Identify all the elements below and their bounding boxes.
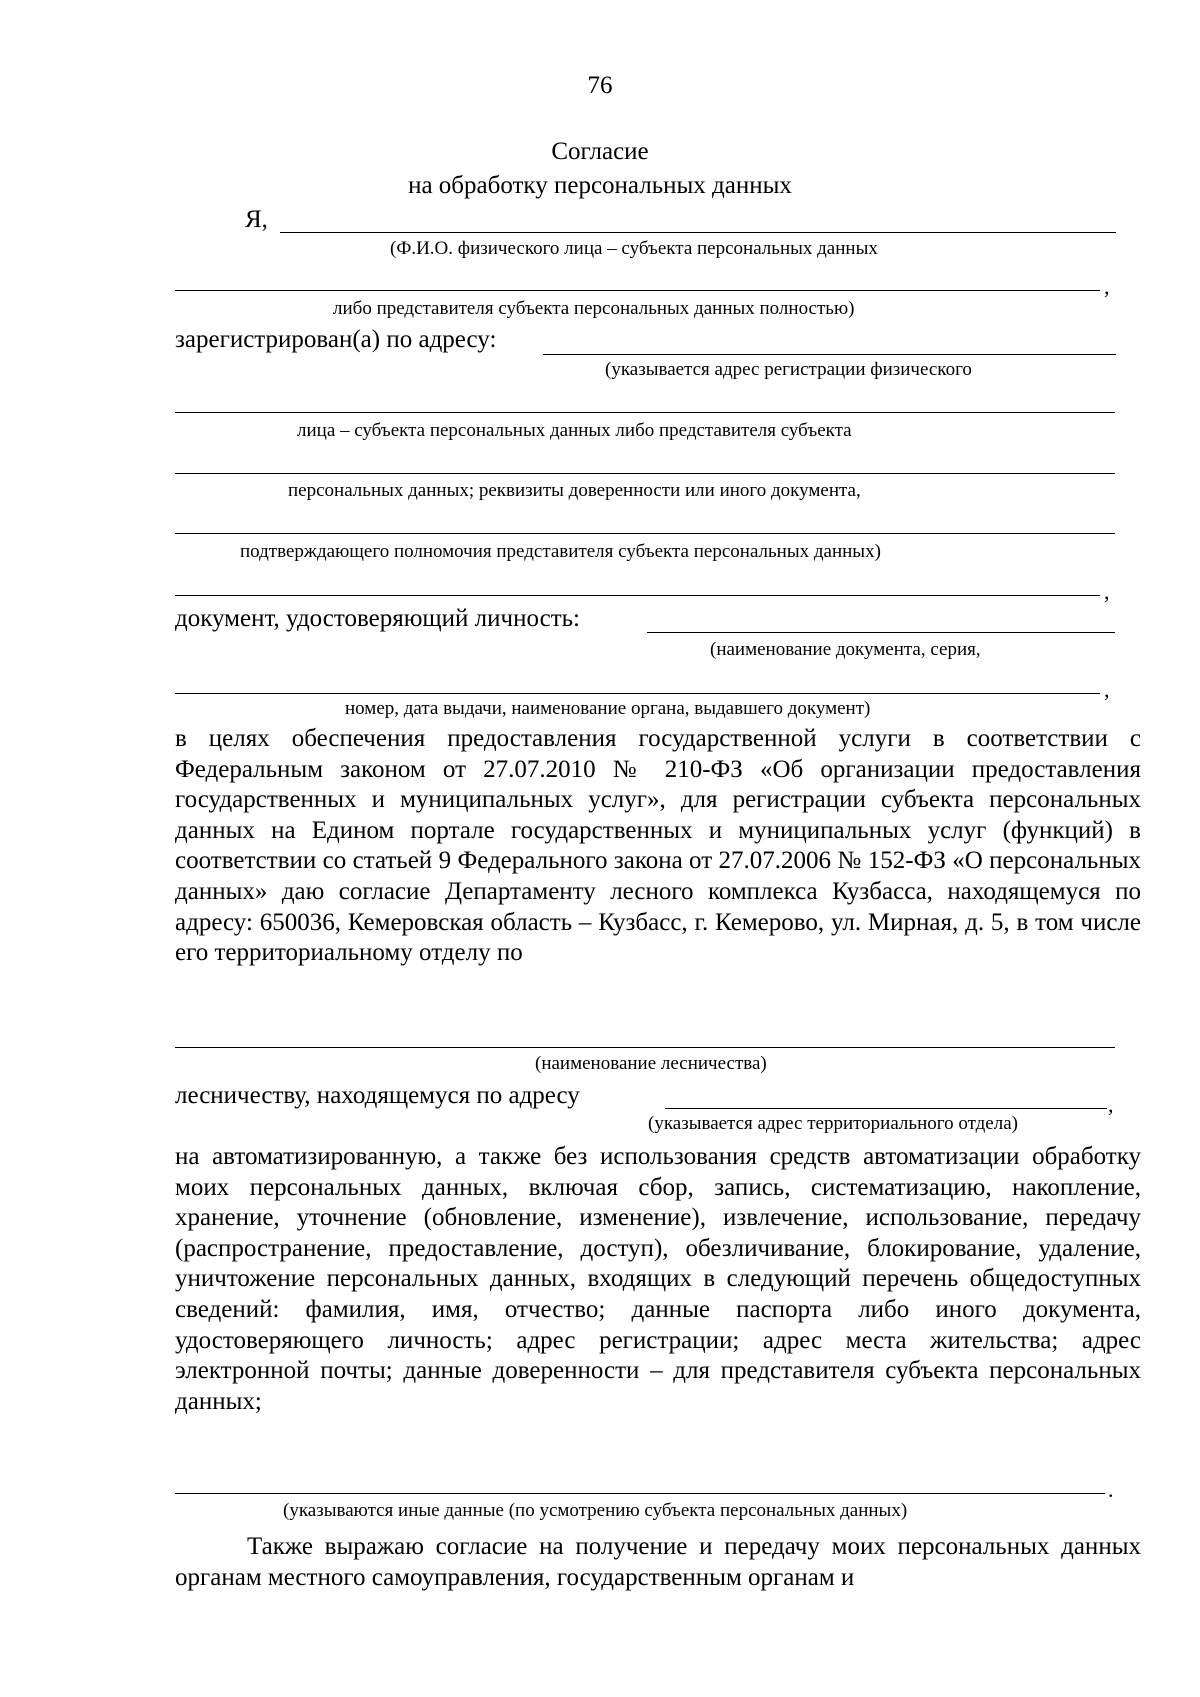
caption-forestry: (наименование лесничества) [535, 1053, 767, 1074]
other-data-line[interactable] [175, 1493, 1105, 1494]
page-number: 76 [587, 72, 613, 99]
comma: , [1104, 274, 1110, 299]
doc-line[interactable] [647, 632, 1115, 633]
paragraph-text: в целях обеспечения предоставления государственной услуги в соответствии с Федеральным законом от 27.07.2010 № 210-ФЗ «Об организации предоставления государственных и муниципальных услуг», для регистрации субъекта персональных данных на Едином портале государственных и муниципальных услуг (функций) в соответствии со статьей 9 Федерального закона от 27.07.2006 № 152-ФЗ «О персональных данных» даю согласие Департаменту лесного комплекса Кузбасса, находящемуся по адресу: 650036, Кемеровская область – Кузбасс, г. Кемерово, ул. Мирная, д. 5, в том числе его территориальному отделу по [175, 725, 1141, 967]
caption-addr-2: лица – субъекта персональных данных либо представителя субъекта [297, 420, 852, 441]
caption-fio: (Ф.И.О. физического лица – субъекта персональных данных [390, 238, 878, 259]
caption-fio-2: либо представителя субъекта персональных данных полностью) [333, 298, 855, 319]
doc-label: документ, удостоверяющий личность: [175, 605, 580, 632]
forestry-label: лесничеству, находящемуся по адресу [175, 1082, 580, 1109]
paragraph-text: Также выражаю согласие на получение и передачу моих персональных данных органам местного самоуправления, государственным органам и [175, 1533, 1141, 1591]
address-line-3[interactable] [175, 473, 1115, 474]
caption-doc-2: номер, дата выдачи, наименование органа, выдавшего документ) [345, 698, 871, 719]
comma: , [1104, 677, 1110, 702]
paragraph-text: на автоматизированную, а также без использования средств автоматизации обработку моих персональных данных, включая сбор, запись, систематизацию, накопление, хранение, уточнение (обновление, изменение), извлечение, использование, передачу (распространение, предоставление, доступ), обезличивание, блокирование, удаление, уничтожение персональных данных, входящих в следующий перечень общедоступных сведений: фамилия, имя, отчество; данные паспорта либо иного документа, удостоверяющего личность; адрес регистрации; адрес места жительства; адрес электронной почты; данные доверенности – для представителя субъекта персональных данных; [175, 1143, 1141, 1415]
fio-line[interactable] [280, 232, 1116, 233]
comma: , [1108, 1092, 1114, 1117]
i-label: Я, [245, 206, 268, 233]
body-paragraph-2 [175, 1142, 1141, 1417]
caption-addr-1: (указывается адрес регистрации физического [605, 359, 972, 380]
registered-label: зарегистрирован(а) по адресу: [175, 326, 497, 353]
territorial-address-line[interactable] [665, 1108, 1107, 1109]
address-line-5[interactable] [175, 595, 1100, 596]
address-line-4[interactable] [175, 533, 1115, 534]
body-paragraph-3 [175, 1532, 1141, 1593]
document-subtitle: на обработку персональных данных [408, 172, 792, 199]
caption-territorial: (указывается адрес территориального отдела) [648, 1113, 1018, 1134]
caption-doc-1: (наименование документа, серия, [710, 639, 981, 660]
doc-line-2[interactable] [175, 693, 1100, 694]
forestry-line[interactable] [175, 1047, 1115, 1048]
caption-addr-4: подтверждающего полномочия представителя субъекта персональных данных) [240, 541, 881, 562]
fio-line-2[interactable] [175, 290, 1100, 291]
period: . [1108, 1477, 1114, 1502]
caption-other: (указываются иные данные (по усмотрению субъекта персональных данных) [283, 1500, 908, 1521]
document-title: Согласие [551, 138, 649, 165]
caption-addr-3: персональных данных; реквизиты доверенности или иного документа, [288, 480, 861, 501]
address-line[interactable] [543, 354, 1116, 355]
body-paragraph-1 [175, 724, 1141, 969]
comma: , [1104, 579, 1110, 604]
address-line-2[interactable] [175, 412, 1115, 413]
